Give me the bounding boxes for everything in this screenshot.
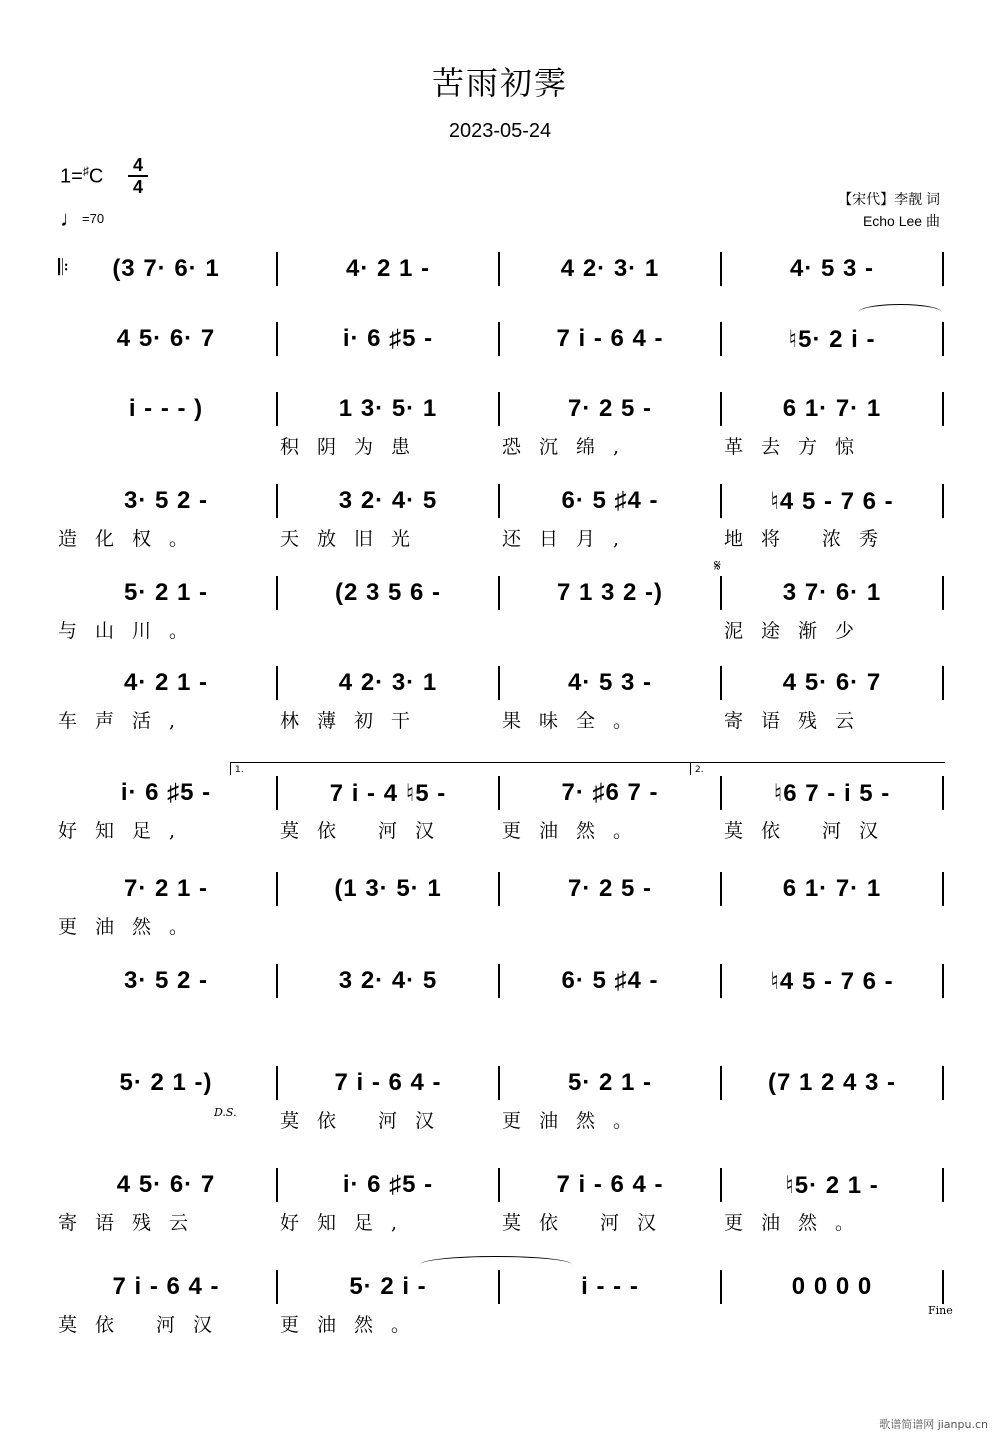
lyric-text bbox=[722, 1106, 944, 1136]
measure-notes: i - - - ) bbox=[128, 395, 204, 422]
measure bbox=[56, 866, 276, 912]
tempo-value: =70 bbox=[82, 211, 105, 226]
measure bbox=[278, 316, 498, 362]
measure bbox=[722, 246, 942, 292]
time-signature bbox=[126, 155, 150, 197]
volta-2: 2. bbox=[690, 762, 945, 775]
measure-notes: 4 5· 6· 7 bbox=[116, 1171, 216, 1198]
measure-notes: i· 6 ♯5 - bbox=[342, 325, 434, 352]
measure-row bbox=[56, 866, 944, 912]
measure-notes: 5· 2 1 - bbox=[123, 579, 209, 606]
measure-row bbox=[56, 246, 944, 292]
measure bbox=[56, 570, 276, 616]
composer-credit: Echo Lee 曲 bbox=[862, 213, 940, 229]
meter-bottom: 4 bbox=[132, 177, 143, 197]
measure-row bbox=[56, 316, 944, 362]
lyric-text bbox=[722, 1310, 944, 1340]
measure bbox=[278, 1060, 498, 1106]
volta-1: 1. bbox=[230, 762, 691, 775]
lyric-row bbox=[56, 816, 944, 846]
measure bbox=[278, 770, 498, 816]
bar-line bbox=[942, 1270, 944, 1304]
measure-row bbox=[56, 386, 944, 432]
lyric-row bbox=[56, 912, 944, 942]
measure bbox=[56, 316, 276, 362]
bar-line bbox=[942, 484, 944, 518]
measure-notes: 4· 5 3 - bbox=[789, 255, 875, 282]
repeat-start-icon: 𝄆 bbox=[58, 256, 69, 281]
credits bbox=[838, 188, 940, 232]
quarter-note-icon: ♩ bbox=[60, 206, 82, 231]
measure-notes: ♮4 5 - 7 6 - bbox=[770, 487, 894, 515]
measure-row bbox=[56, 570, 944, 616]
watermark: 歌谱简谱网 jianpu.cn bbox=[879, 1418, 988, 1431]
lyric-text: 寄语残云 bbox=[724, 710, 873, 732]
measure bbox=[56, 1264, 276, 1310]
measure-row bbox=[56, 770, 944, 816]
measure bbox=[278, 866, 498, 912]
lyric-text: 莫依 河汉 bbox=[502, 1212, 675, 1234]
measure bbox=[722, 1060, 942, 1106]
lyric-text bbox=[500, 912, 722, 942]
score-system bbox=[56, 770, 944, 846]
measure bbox=[500, 478, 720, 524]
measure-notes: 1 3· 5· 1 bbox=[338, 395, 438, 422]
measure-notes: 7 i - 6 4 - bbox=[556, 1171, 664, 1198]
lyric-text: 莫依 河汉 bbox=[280, 820, 453, 842]
bar-line bbox=[942, 872, 944, 906]
lyric-text bbox=[278, 912, 500, 942]
measure-notes: 7· 2 5 - bbox=[567, 395, 653, 422]
bar-line bbox=[942, 576, 944, 610]
measure-notes: 7 i - 6 4 - bbox=[556, 325, 664, 352]
measure-notes: 4 2· 3· 1 bbox=[338, 669, 438, 696]
lyric-text: 莫依 河汉 bbox=[58, 1314, 231, 1336]
measure bbox=[500, 1060, 720, 1106]
lyric-text bbox=[722, 912, 944, 942]
measure bbox=[722, 316, 942, 362]
measure bbox=[500, 246, 720, 292]
key-accidental: ♯ bbox=[82, 164, 89, 178]
score-system bbox=[56, 386, 944, 462]
measure-notes: 7 i - 6 4 - bbox=[334, 1069, 442, 1096]
measure-notes: 6· 5 ♯4 - bbox=[561, 967, 659, 994]
measure bbox=[722, 386, 942, 432]
score-system bbox=[56, 866, 944, 942]
measure bbox=[722, 660, 942, 706]
page-date: 2023-05-24 bbox=[448, 120, 552, 142]
measure bbox=[500, 770, 720, 816]
measure bbox=[500, 1162, 720, 1208]
measure-notes: 7· 2 1 - bbox=[123, 875, 209, 902]
measure bbox=[278, 958, 498, 1004]
lyric-row bbox=[56, 524, 944, 554]
score-system bbox=[56, 246, 944, 292]
measure bbox=[278, 386, 498, 432]
lyric-text: 革去方惊 bbox=[724, 436, 873, 458]
measure bbox=[56, 770, 276, 816]
lyric-text: 还日月, bbox=[502, 528, 638, 550]
measure-notes: 4 5· 6· 7 bbox=[782, 669, 882, 696]
lyric-row bbox=[56, 1208, 944, 1238]
measure bbox=[56, 386, 276, 432]
lyric-text: 更油然。 bbox=[280, 1314, 429, 1336]
measure-notes: 4· 2 1 - bbox=[345, 255, 431, 282]
key-note: C bbox=[88, 165, 104, 188]
bar-line bbox=[942, 776, 944, 810]
bar-line bbox=[942, 1066, 944, 1100]
lyric-text: 更油然。 bbox=[502, 1110, 651, 1132]
measure bbox=[500, 660, 720, 706]
measure bbox=[278, 246, 498, 292]
measure bbox=[278, 478, 498, 524]
measure bbox=[278, 570, 498, 616]
lyric-row bbox=[56, 1310, 944, 1340]
measure-notes: i· 6 ♯5 - bbox=[342, 1171, 434, 1198]
lyric-text: 更油然。 bbox=[724, 1212, 873, 1234]
lyric-row bbox=[56, 1106, 944, 1136]
measure-notes: 5· 2 i - bbox=[349, 1273, 427, 1300]
lyric-text bbox=[278, 616, 500, 646]
measure bbox=[56, 246, 276, 292]
lyric-text bbox=[500, 616, 722, 646]
measure-notes: 4 2· 3· 1 bbox=[560, 255, 660, 282]
lyric-text: 更油然。 bbox=[58, 916, 207, 938]
measure-notes: (7 1 2 4 3 - bbox=[767, 1069, 897, 1096]
score-system bbox=[56, 958, 944, 1004]
measure bbox=[722, 770, 942, 816]
measure-notes: 4· 2 1 - bbox=[123, 669, 209, 696]
bar-line bbox=[942, 1168, 944, 1202]
lyric-row bbox=[56, 432, 944, 462]
measure-row bbox=[56, 478, 944, 524]
key-prefix: 1= bbox=[60, 165, 83, 188]
measure bbox=[722, 1264, 942, 1310]
measure bbox=[500, 316, 720, 362]
lyric-text: 好知足, bbox=[58, 820, 194, 842]
measure bbox=[500, 570, 720, 616]
measure bbox=[278, 660, 498, 706]
bar-line bbox=[942, 392, 944, 426]
measure-notes: (1 3· 5· 1 bbox=[334, 875, 442, 902]
measure-notes: 3 2· 4· 5 bbox=[338, 487, 438, 514]
lyric-text: 林薄初干 bbox=[280, 710, 429, 732]
lyric-text: 果味全。 bbox=[502, 710, 651, 732]
measure-row bbox=[56, 660, 944, 706]
measure-notes: 5· 2 1 -) bbox=[119, 1069, 213, 1096]
measure-notes: i - - - bbox=[581, 1273, 639, 1300]
measure-notes: ♮6 7 - i 5 - bbox=[773, 779, 891, 807]
measure-notes: 4· 5 3 - bbox=[567, 669, 653, 696]
lyric-row bbox=[56, 616, 944, 646]
measure-row bbox=[56, 958, 944, 1004]
measure bbox=[56, 1162, 276, 1208]
measure bbox=[278, 1162, 498, 1208]
score-system bbox=[56, 1264, 944, 1340]
measure bbox=[722, 1162, 942, 1208]
slur bbox=[420, 1256, 572, 1273]
lyric-text: 造化权。 bbox=[58, 528, 207, 550]
lyric-row bbox=[56, 706, 944, 736]
measure-notes: i· 6 ♯5 - bbox=[120, 779, 212, 806]
lyric-text bbox=[56, 1106, 278, 1136]
lyric-text: 好知足, bbox=[280, 1212, 416, 1234]
page-title: 苦雨初霁 bbox=[431, 64, 568, 102]
tempo-marking bbox=[60, 206, 104, 232]
measure bbox=[500, 386, 720, 432]
measure bbox=[500, 958, 720, 1004]
bar-line bbox=[942, 964, 944, 998]
measure bbox=[722, 570, 942, 616]
measure-notes: 6 1· 7· 1 bbox=[782, 395, 882, 422]
bar-line bbox=[942, 322, 944, 356]
measure bbox=[56, 660, 276, 706]
measure-notes: (2 3 5 6 - bbox=[334, 579, 442, 606]
lyric-text: 地将 浓秀 bbox=[724, 528, 897, 550]
measure-notes: 6 1· 7· 1 bbox=[782, 875, 882, 902]
measure-notes: 5· 2 1 - bbox=[567, 1069, 653, 1096]
measure-notes: 3 2· 4· 5 bbox=[338, 967, 438, 994]
measure bbox=[722, 866, 942, 912]
measure bbox=[56, 958, 276, 1004]
ds-mark: D.S. bbox=[214, 1106, 237, 1119]
measure-notes: 7· 2 5 - bbox=[567, 875, 653, 902]
score-system bbox=[56, 1162, 944, 1238]
measure-notes: ♮5· 2 1 - bbox=[785, 1171, 879, 1199]
measure bbox=[56, 478, 276, 524]
lyricist-credit: 【宋代】李靓 词 bbox=[838, 191, 940, 207]
score-system bbox=[56, 660, 944, 736]
measure-notes: 7 i - 6 4 - bbox=[112, 1273, 220, 1300]
segno-icon: 𝄋 bbox=[714, 556, 721, 575]
measure-row bbox=[56, 1162, 944, 1208]
lyric-text: 莫依 河汉 bbox=[280, 1110, 453, 1132]
measure-notes: 3· 5 2 - bbox=[123, 487, 209, 514]
score-system bbox=[56, 570, 944, 646]
lyric-text: 天放旧光 bbox=[280, 528, 429, 550]
measure-notes: (3 7· 6· 1 bbox=[112, 255, 220, 282]
score-system bbox=[56, 1060, 944, 1136]
lyric-text bbox=[56, 432, 278, 462]
measure-notes: 3· 5 2 - bbox=[123, 967, 209, 994]
lyric-text: 更油然。 bbox=[502, 820, 651, 842]
measure bbox=[56, 1060, 276, 1106]
measure-notes: 7 i - 4 ♮5 - bbox=[329, 779, 447, 807]
slur bbox=[858, 304, 942, 321]
bar-line bbox=[942, 252, 944, 286]
score-system bbox=[56, 478, 944, 554]
measure bbox=[500, 866, 720, 912]
measure-row bbox=[56, 1060, 944, 1106]
measure-notes: 6· 5 ♯4 - bbox=[561, 487, 659, 514]
measure-notes: 4 5· 6· 7 bbox=[116, 325, 216, 352]
measure bbox=[722, 478, 942, 524]
measure-notes: ♮4 5 - 7 6 - bbox=[770, 967, 894, 995]
meter-top: 4 bbox=[132, 155, 143, 175]
fine-mark: Fine bbox=[928, 1304, 953, 1317]
key-signature bbox=[60, 164, 103, 189]
lyric-text: 莫依 河汉 bbox=[724, 820, 897, 842]
measure-notes: 7· ♯6 7 - bbox=[561, 779, 659, 806]
lyric-text: 泥途渐少 bbox=[724, 620, 873, 642]
lyric-text bbox=[500, 1310, 722, 1340]
measure bbox=[722, 958, 942, 1004]
bar-line bbox=[942, 666, 944, 700]
lyric-text: 恐沉绵, bbox=[502, 436, 638, 458]
measure-notes: 0 0 0 0 bbox=[791, 1273, 873, 1300]
lyric-text: 与山川。 bbox=[58, 620, 207, 642]
lyric-text: 寄语残云 bbox=[58, 1212, 207, 1234]
score-system bbox=[56, 316, 944, 362]
measure-notes: 7 1 3 2 -) bbox=[556, 579, 664, 606]
measure-notes: 3 7· 6· 1 bbox=[782, 579, 882, 606]
lyric-text: 积阴为患 bbox=[280, 436, 429, 458]
measure-notes: ♮5· 2 i - bbox=[788, 325, 876, 353]
lyric-text: 车声活, bbox=[58, 710, 194, 732]
